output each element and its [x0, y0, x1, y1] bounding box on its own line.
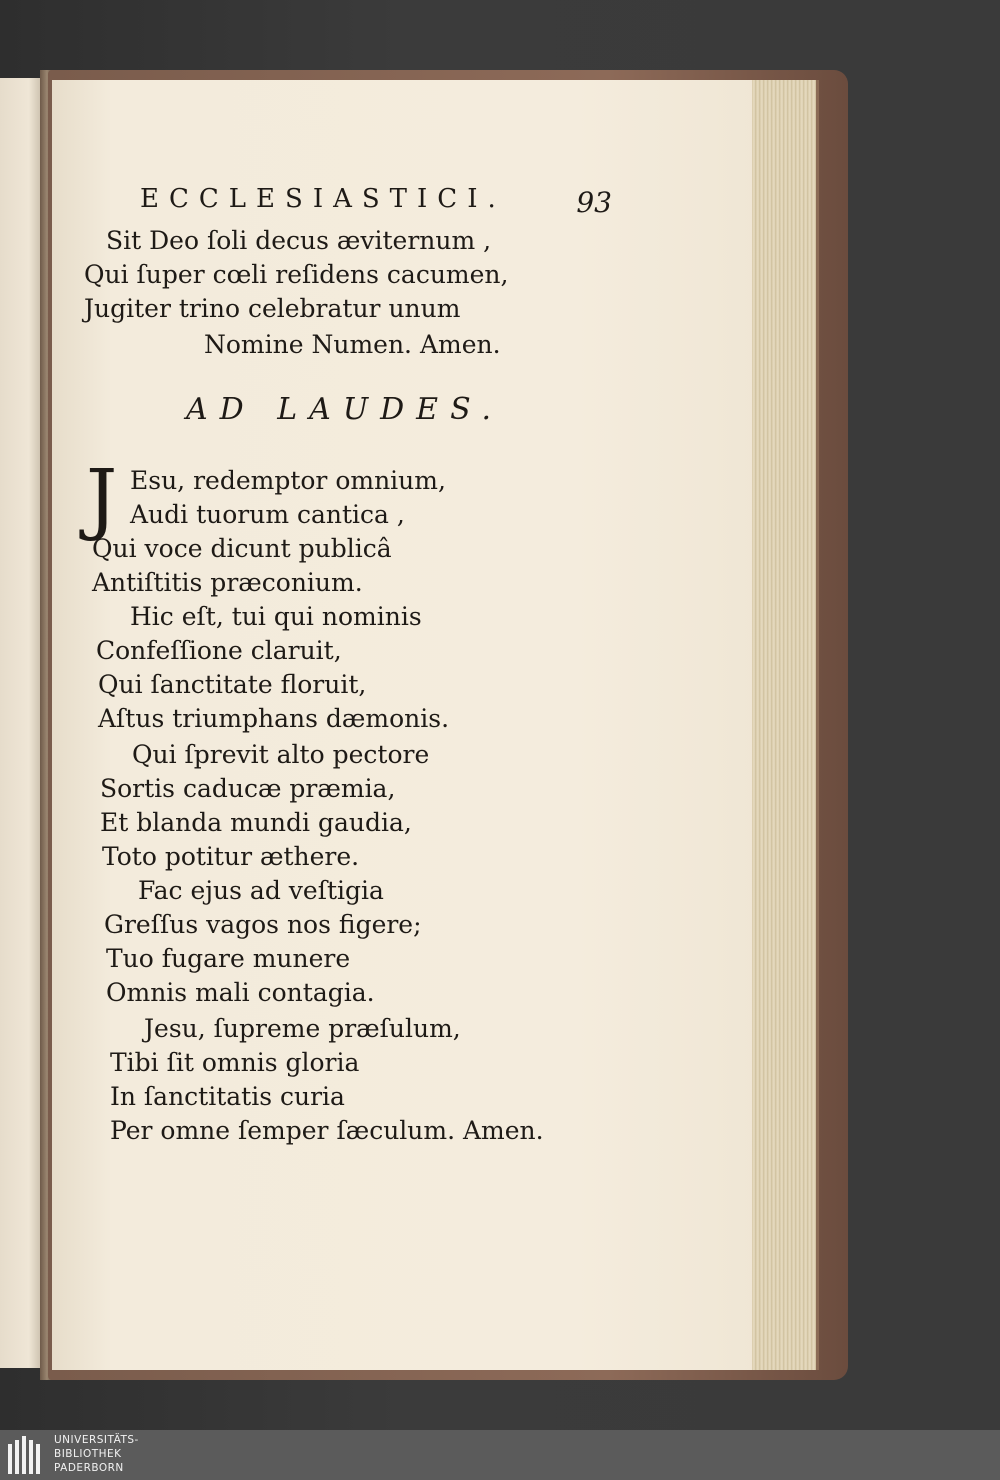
section-title: AD LAUDES.	[186, 392, 504, 427]
hymn-line: Per omne ſemper ſæculum. Amen.	[110, 1116, 544, 1145]
hymn-line: Audi tuorum cantica ,	[130, 500, 405, 529]
hymn-line: Toto potitur æthere.	[102, 842, 360, 871]
hymn-line: Sortis caducæ præmia,	[100, 774, 396, 803]
hymn-line: Tibi ſit omnis gloria	[110, 1048, 360, 1077]
library-stamp	[0, 1430, 1000, 1480]
page-edges	[752, 80, 819, 1370]
hymn-line: Qui ſprevit alto pectore	[132, 740, 430, 769]
hymn-line: Greſſus vagos nos figere;	[104, 910, 422, 939]
hymn-line: Et blanda mundi gaudia,	[100, 808, 412, 837]
hymn-line: Antiſtitis præconium.	[92, 568, 363, 597]
library-line-2: BIBLIOTHEK	[54, 1448, 122, 1460]
library-name	[54, 1433, 139, 1475]
library-line-3: PADERBORN	[54, 1462, 124, 1474]
page-number: 93	[576, 186, 612, 219]
library-line-1: UNIVERSITÄTS-	[54, 1434, 139, 1446]
stanza-line: Qui ſuper cœli reſidens cacumen,	[84, 260, 509, 289]
hymn-line: Qui ſanctitate floruit,	[98, 670, 367, 699]
hymn-line: Tuo fugare munere	[106, 944, 351, 973]
hymn-line: Jesu, ſupreme præſulum,	[144, 1014, 461, 1043]
stanza-line: Jugiter trino celebratur unum	[84, 294, 461, 323]
hymn-line: In ſanctitatis curia	[110, 1082, 345, 1111]
hymn-line: Fac ejus ad veſtigia	[138, 876, 384, 905]
library-logo-icon	[8, 1436, 48, 1474]
hymn-line: Confeſſione claruit,	[96, 636, 342, 665]
stanza-line: Sit Deo ſoli decus æviternum ,	[106, 226, 492, 255]
hymn-line: Omnis mali contagia.	[106, 978, 375, 1007]
page-header	[140, 184, 612, 220]
running-head: ECCLESIASTICI.	[140, 184, 506, 214]
drop-cap: J	[86, 454, 118, 544]
hymn-line: Esu, redemptor omnium,	[130, 466, 446, 495]
hymn-line: Aſtus triumphans dæmonis.	[98, 704, 450, 733]
hymn-line: Qui voce dicunt publicâ	[92, 534, 392, 563]
stanza-line: Nomine Numen. Amen.	[204, 330, 501, 359]
hymn-line: Hic eſt, tui qui nominis	[130, 602, 422, 631]
